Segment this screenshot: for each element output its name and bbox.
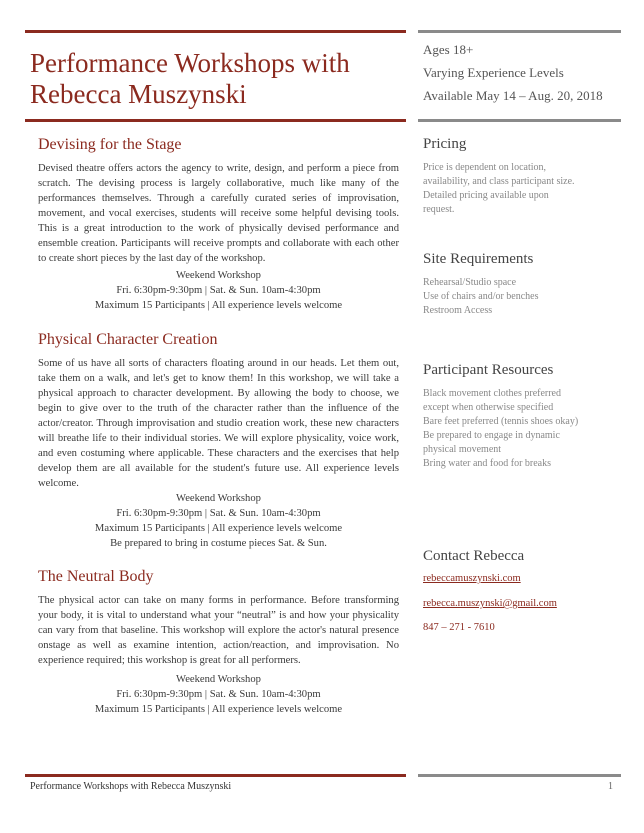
meta-availability: Available May 14 – Aug. 20, 2018: [423, 88, 603, 103]
participant-resources-list: [423, 387, 623, 471]
schedule-line: Weekend Workshop: [176, 674, 261, 685]
email-link[interactable]: rebecca.muszynski@gmail.com: [423, 598, 557, 609]
pricing-line: Price is dependent on location,: [423, 162, 547, 173]
website-link[interactable]: rebeccamuszynski.com: [423, 573, 521, 584]
workshop-description-devising: Devised theatre offers actors the agency to write, design, and perform a piece from scratch. The devising process is largely collaborative, much like many of the performances themselves. Through a carefully curated series of improvisation, movement, and vocal exercises, students will receive some helpful devising tools. This is a great introduction to the work of physically devised performance and ensemble creation. Participants will receive prompts and collaborate with each other to create short pieces by the last day of the workshop.: [38, 163, 399, 264]
header-rule-red: [25, 30, 406, 33]
workshop-description-neutral-body: The physical actor can take on many forms in performance. Before transforming your body, it is vital to understand what your “neutral” is and how your physicality can vary from that baseline. This workshop will explore the actor's natural presence onstage as well as examine intention, action/reaction, and improvisation. No experience required; this workshop is great for all performers.: [38, 595, 399, 666]
meta-ages: Ages 18+: [423, 42, 474, 57]
schedule-line: Fri. 6:30pm-9:30pm | Sat. & Sun. 10am-4:30pm: [116, 689, 321, 700]
footer-title: Performance Workshops with Rebecca Muszynski: [30, 781, 232, 792]
schedule-line: Weekend Workshop: [176, 270, 261, 281]
site-requirements-list: [423, 276, 623, 318]
workshop-schedule-devising: [38, 268, 399, 313]
contact-heading: Contact Rebecca: [423, 548, 525, 564]
page-title-line-1: Performance Workshops with: [30, 48, 350, 78]
schedule-line: Fri. 6:30pm-9:30pm | Sat. & Sun. 10am-4:30pm: [116, 508, 321, 519]
pricing-line: request.: [423, 204, 455, 215]
resource-line: Be prepared to engage in dynamic: [423, 430, 560, 441]
workshop-title-devising: Devising for the Stage: [38, 136, 182, 153]
page-number: 1: [608, 781, 613, 792]
page-title: [30, 48, 400, 110]
meta-experience: Varying Experience Levels: [423, 65, 564, 80]
schedule-line: Maximum 15 Participants | All experience levels welcome: [94, 300, 343, 311]
pricing-line: availability, and class participant size.: [423, 176, 575, 187]
title-separator-grey: [418, 119, 621, 122]
resource-line: Bring water and food for breaks: [423, 458, 552, 469]
schedule-line: Maximum 15 Participants | All experience levels welcome: [94, 523, 343, 534]
resource-line: Bare feet preferred (tennis shoes okay): [423, 416, 579, 427]
page-title-line-2: Rebecca Muszynski: [30, 79, 247, 109]
resource-line: Black movement clothes preferred: [423, 388, 561, 399]
resource-line: physical movement: [423, 444, 502, 455]
title-separator-red: [25, 119, 406, 122]
site-requirement-item: Rehearsal/Studio space: [423, 277, 517, 288]
schedule-line: Fri. 6:30pm-9:30pm | Sat. & Sun. 10am-4:30pm: [116, 285, 321, 296]
workshop-schedule-neutral-body: [38, 672, 399, 717]
pricing-text: [423, 161, 623, 217]
header-rule-grey: [418, 30, 621, 33]
participant-resources-heading: Participant Resources: [423, 362, 554, 378]
resource-line: except when otherwise specified: [423, 402, 554, 413]
footer-rule-grey: [418, 774, 621, 777]
workshop-title-neutral-body: The Neutral Body: [38, 568, 154, 585]
workshop-schedule-character: [38, 491, 399, 551]
site-requirements-heading: Site Requirements: [423, 251, 534, 267]
footer-rule-red: [25, 774, 406, 777]
site-requirement-item: Restroom Access: [423, 305, 493, 316]
site-requirement-item: Use of chairs and/or benches: [423, 291, 539, 302]
pricing-heading: Pricing: [423, 136, 467, 152]
phone-number: 847 – 271 - 7610: [423, 622, 495, 633]
schedule-line: Maximum 15 Participants | All experience levels welcome: [94, 704, 343, 715]
schedule-line: Weekend Workshop: [176, 493, 261, 504]
workshop-description-character: Some of us have all sorts of characters floating around in our heads. Let them out, take them on a walk, and let's get to know them! In this workshop, we will take a physical approach to character development. By allowing the body to choose, we begin to give over to the truth of the character rather than the influence of the actor/creator. Through improvisation and studio creation work, these new characters will breathe life to their individual stories. We will explore physicality, voice work, and even costuming where applicable. These characters and the exercises that help develop them are all available for the student's future use. All experience levels welcome.: [38, 358, 399, 489]
schedule-line: Be prepared to bring in costume pieces Sat. & Sun.: [110, 538, 327, 549]
pricing-line: Detailed pricing available upon: [423, 190, 549, 201]
workshop-title-character: Physical Character Creation: [38, 331, 218, 348]
